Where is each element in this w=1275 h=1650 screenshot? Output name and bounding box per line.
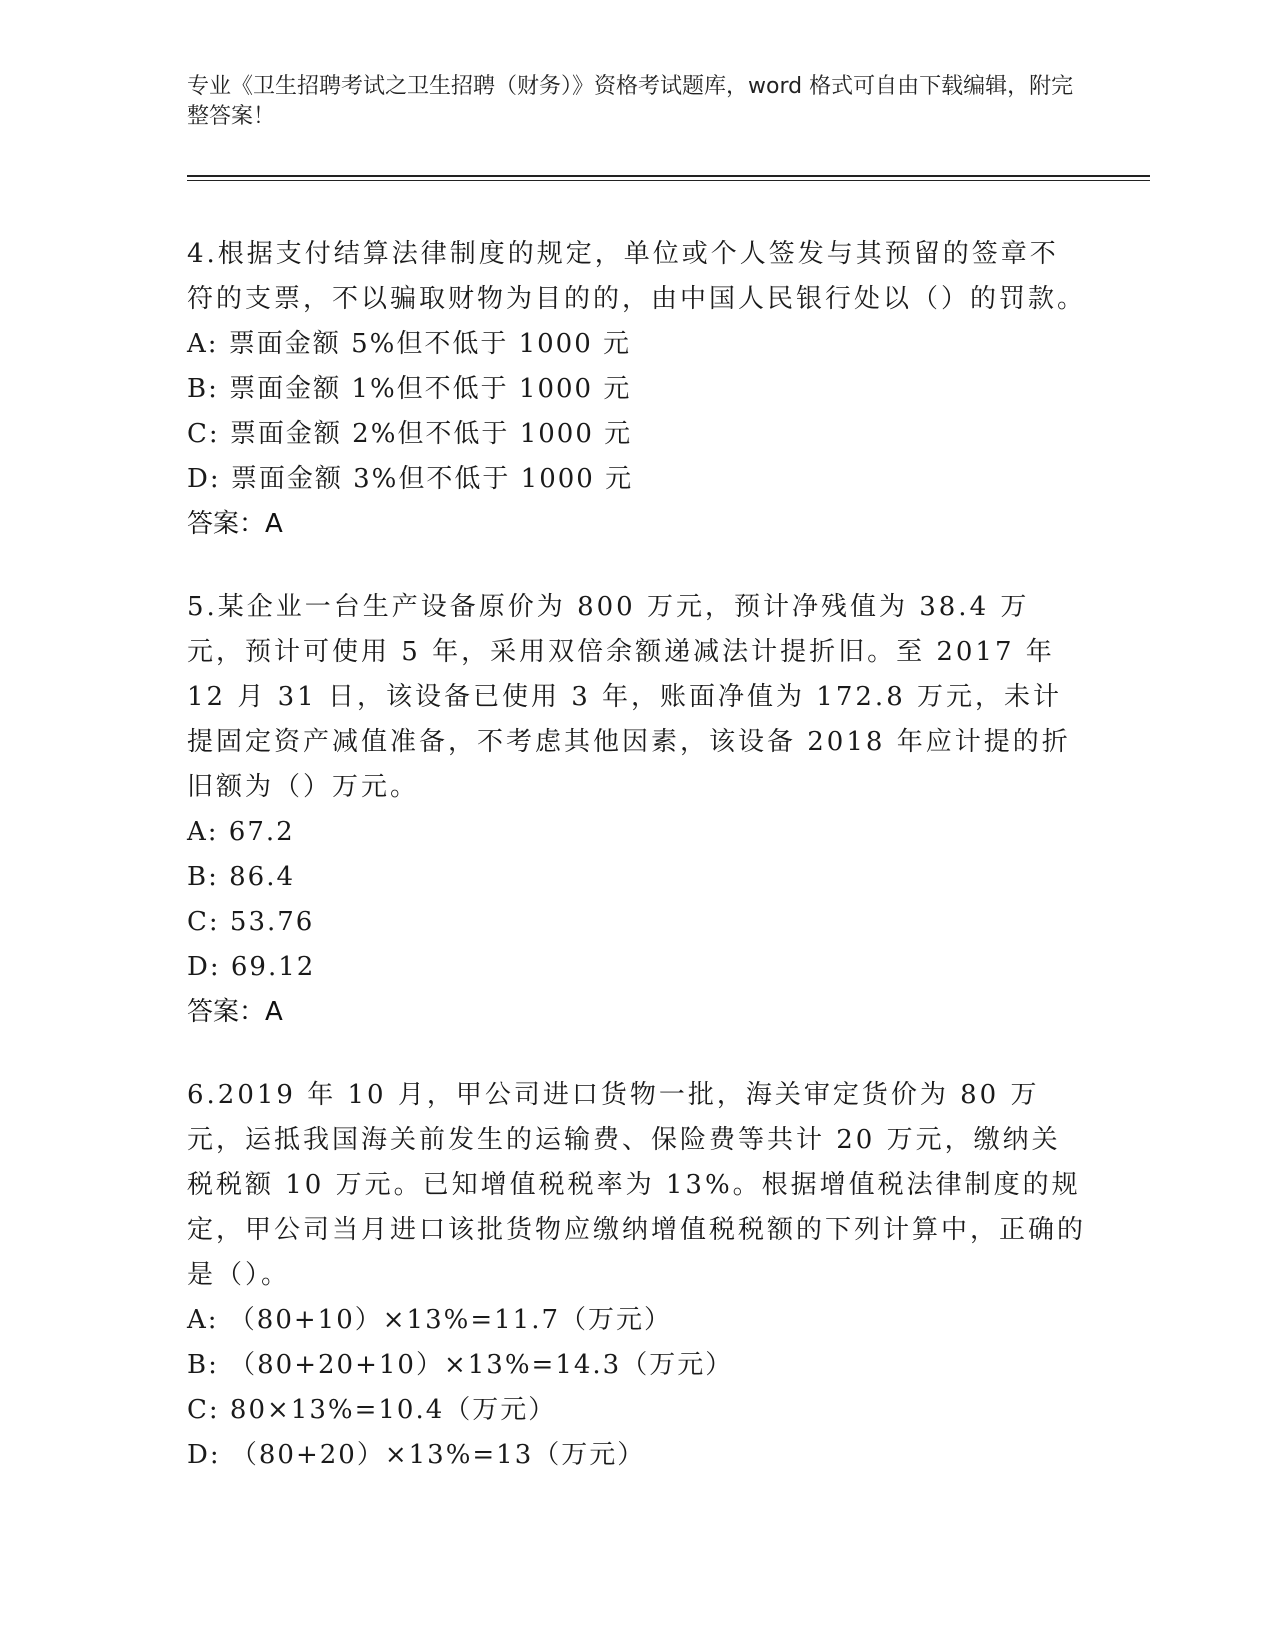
option-d: D: 69.12 bbox=[187, 952, 316, 982]
option-a: A: 67.2 bbox=[187, 817, 295, 847]
option-d: D: 票面金额 3%但不低于 1000 元 bbox=[187, 464, 634, 494]
question-text: 6.2019 年 10 月，甲公司进口货物一批，海关审定货价为 80 万元，运抵我国海关前发生的运输费、保险费等共计 20 万元，缴纳关税税额 10 万元。已知增值税税率为 13%。根据增值税法律制度的规定，甲公司当月进口该批货物应缴纳增值税税额的下列计算中，正确的是（）。 bbox=[187, 1080, 1087, 1290]
question-5 bbox=[187, 585, 1087, 1035]
question-4 bbox=[187, 232, 1087, 547]
option-c: C: 80×13%=10.4（万元） bbox=[187, 1395, 557, 1425]
question-text: 4.根据支付结算法律制度的规定，单位或个人签发与其预留的签章不符的支票，不以骗取财物为目的的，由中国人民银行处以（）的罚款。 bbox=[187, 239, 1087, 314]
option-b: B: （80+20+10）×13%=14.3（万元） bbox=[187, 1350, 734, 1380]
answer: 答案：A bbox=[187, 509, 283, 539]
answer: 答案：A bbox=[187, 997, 283, 1027]
option-b: B: 86.4 bbox=[187, 862, 296, 892]
option-a: A: （80+10）×13%=11.7（万元） bbox=[187, 1305, 673, 1335]
document-header bbox=[187, 72, 1087, 132]
question-list bbox=[187, 232, 1087, 1516]
option-c: C: 票面金额 2%但不低于 1000 元 bbox=[187, 419, 633, 449]
question-text: 5.某企业一台生产设备原价为 800 万元，预计净残值为 38.4 万元，预计可使用 5 年，采用双倍余额递减法计提折旧。至 2017 年 12 月 31 日，该设备已使用 3 年，账面净值为 172.8 万元，未计提固定资产减值准备，不考虑其他因素，该设备 2018 年应计提的折旧额为（）万元。 bbox=[187, 592, 1071, 802]
question-6 bbox=[187, 1073, 1087, 1478]
header-text: 专业《卫生招聘考试之卫生招聘（财务）》资格考试题库，word 格式可自由下载编辑，附完整答案！ bbox=[187, 74, 1074, 129]
header-divider bbox=[187, 175, 1150, 181]
option-a: A: 票面金额 5%但不低于 1000 元 bbox=[187, 329, 632, 359]
option-b: B: 票面金额 1%但不低于 1000 元 bbox=[187, 374, 632, 404]
option-d: D: （80+20）×13%=13（万元） bbox=[187, 1440, 646, 1470]
option-c: C: 53.76 bbox=[187, 907, 315, 937]
